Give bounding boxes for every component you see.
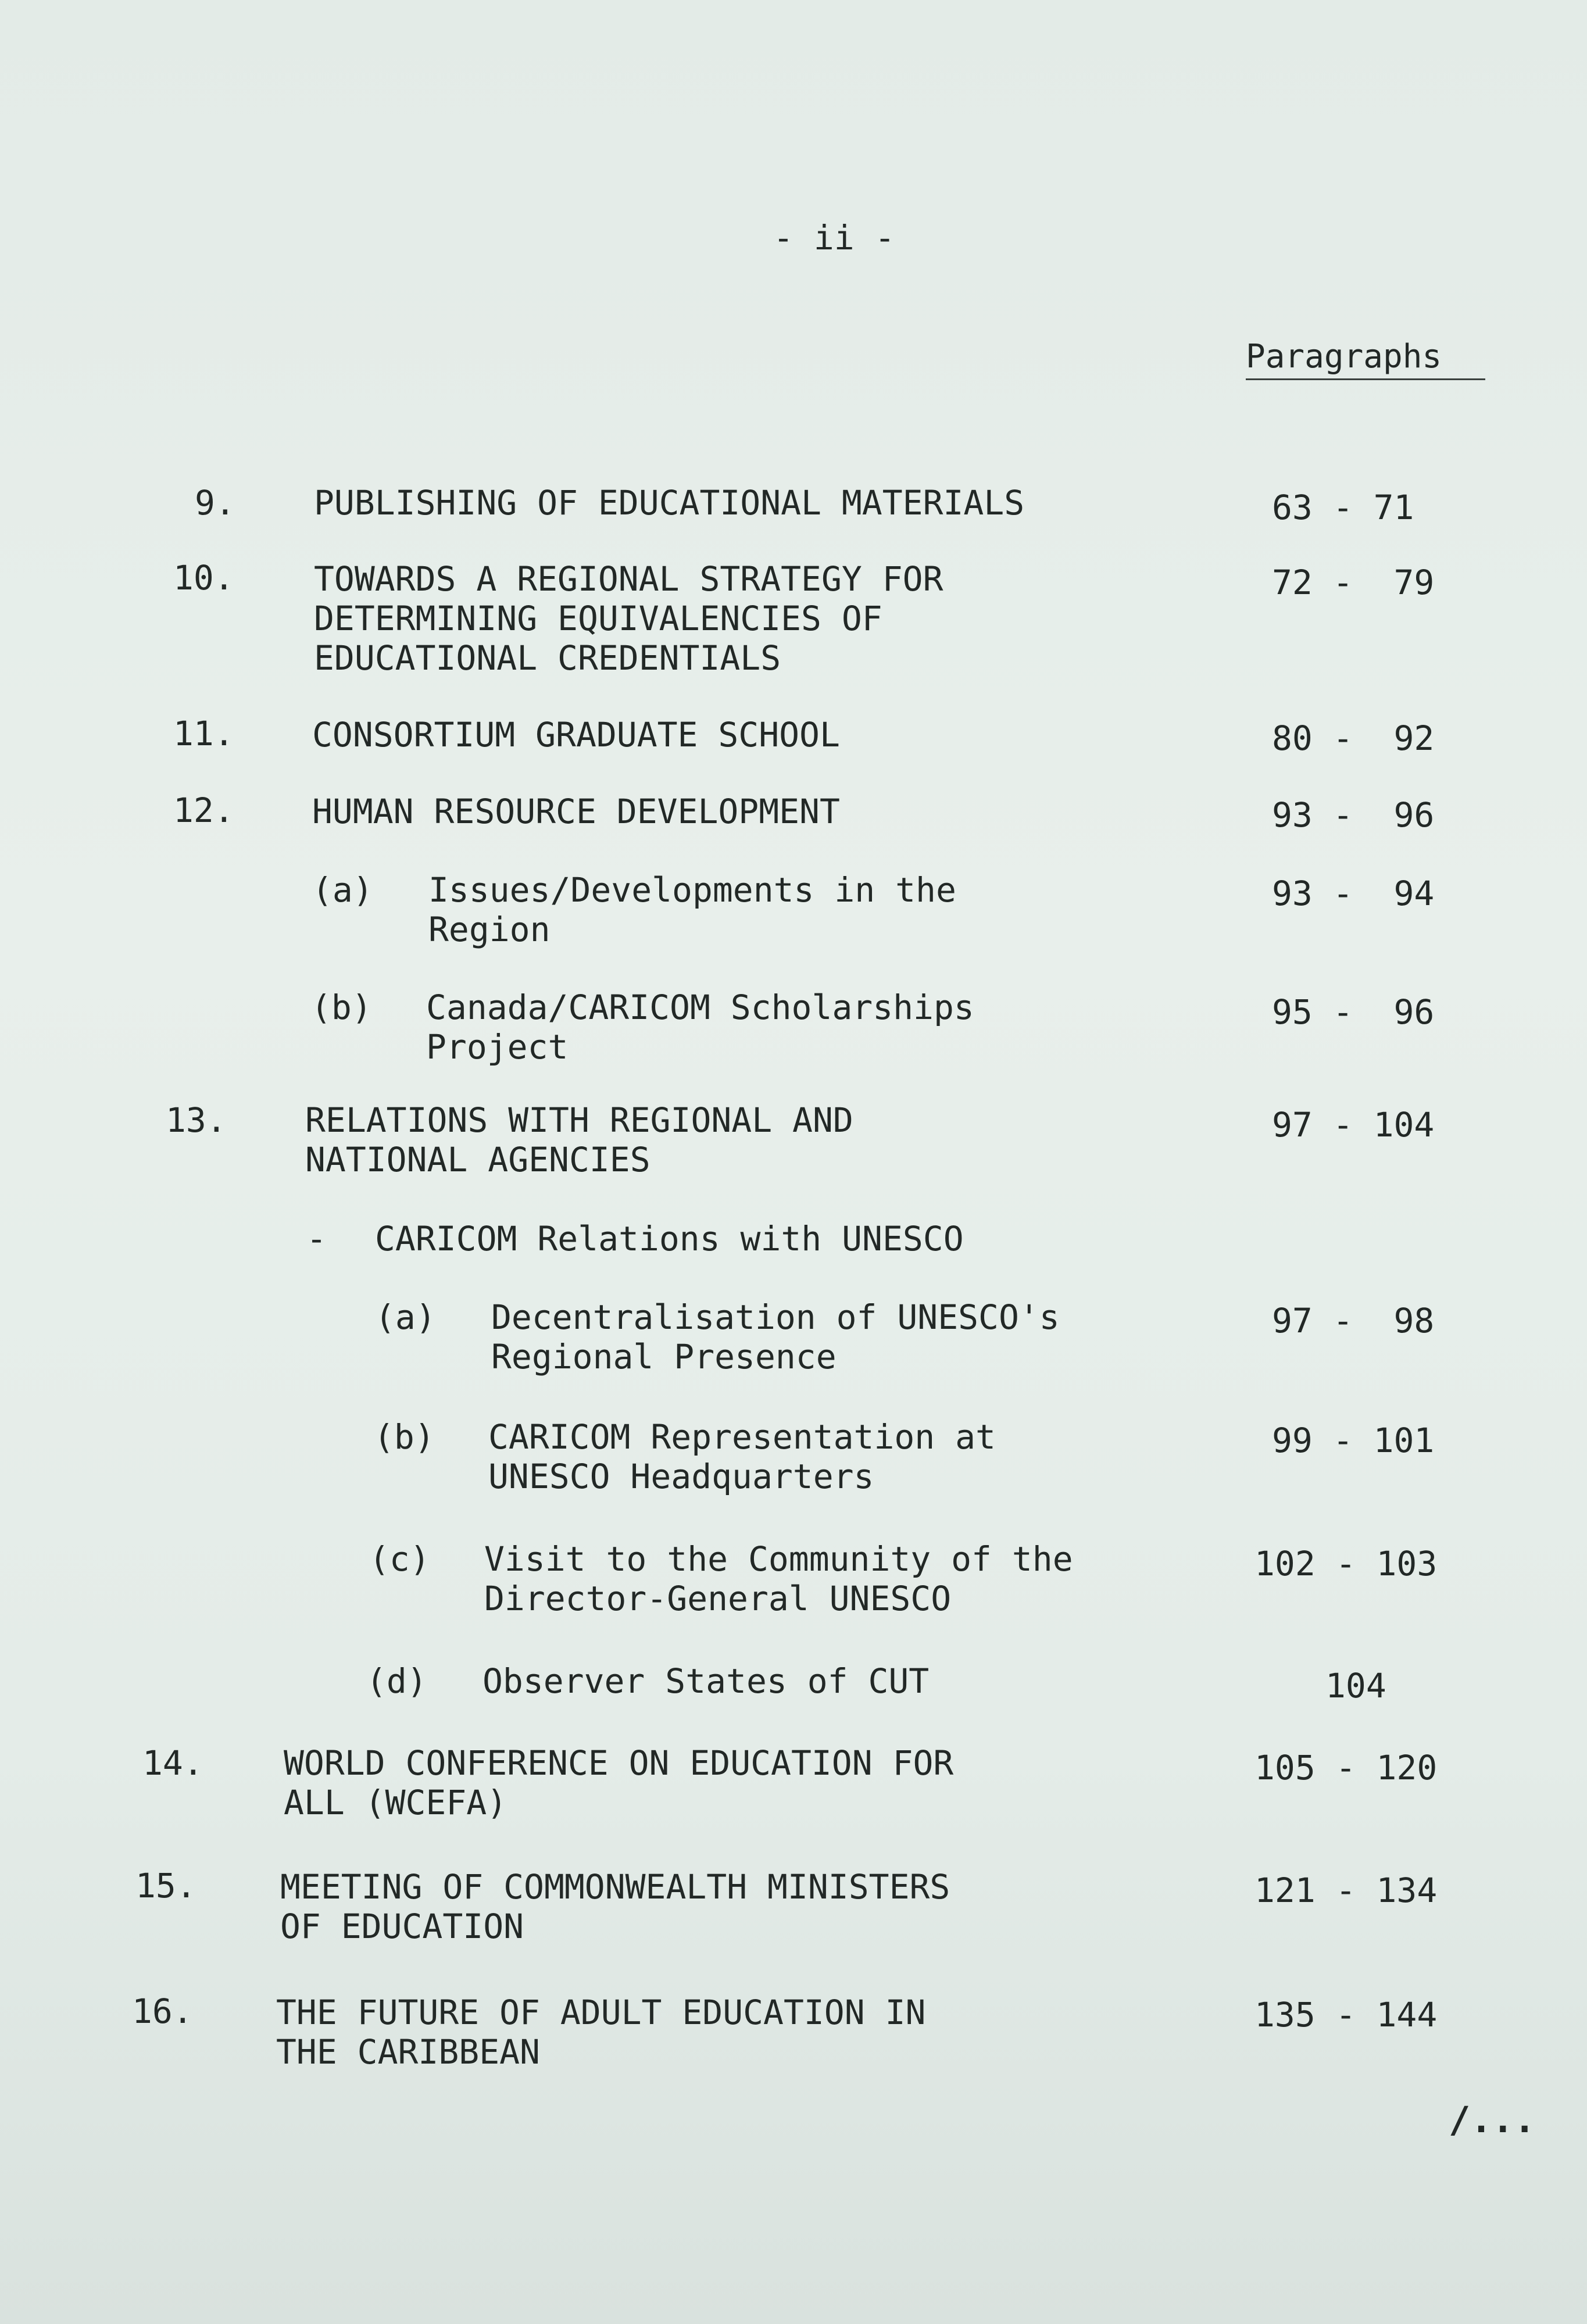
subentry-title: Issues/Developments in the Region (428, 870, 956, 949)
paragraph-range: 97 - 104 (1272, 1105, 1435, 1145)
entry-title: RELATIONS WITH REGIONAL AND NATIONAL AGENCIES (305, 1100, 853, 1179)
paragraph-range: 99 - 101 (1272, 1421, 1435, 1460)
subentry-title: CARICOM Representation at UNESCO Headquarters (488, 1417, 996, 1496)
subentry-title: Canada/CARICOM Scholarships Project (426, 988, 974, 1067)
paragraph-range: 104 (1325, 1666, 1386, 1706)
paragraph-range: 102 - 103 (1254, 1544, 1438, 1583)
subentry-title: Observer States of CUT (482, 1661, 930, 1701)
subentry-title: Decentralisation of UNESCO's Regional Presence (491, 1297, 1060, 1376)
entry-number: 14. (142, 1743, 203, 1783)
subentry-letter: (b) (311, 988, 372, 1027)
entry-title: WORLD CONFERENCE ON EDUCATION FOR ALL (WCEFA) (284, 1743, 954, 1822)
paragraphs-column-header: Paragraphs (1246, 338, 1442, 376)
paragraph-range: 135 - 144 (1254, 1995, 1438, 2035)
subheading-dash: - (306, 1219, 327, 1258)
subentry-letter: (a) (312, 870, 373, 910)
paragraph-range: 72 - 79 (1272, 563, 1435, 602)
paragraph-range: 93 - 96 (1272, 795, 1435, 835)
entry-number: 13. (166, 1100, 227, 1140)
continuation-mark: /... (1449, 2098, 1536, 2141)
entry-number: 10. (173, 558, 234, 598)
paragraph-range: 105 - 120 (1254, 1748, 1438, 1787)
entry-title: PUBLISHING OF EDUCATIONAL MATERIALS (314, 483, 1025, 523)
subentry-letter: (d) (366, 1661, 427, 1701)
entry-title: THE FUTURE OF ADULT EDUCATION IN THE CARIBBEAN (276, 1993, 926, 2072)
subheading-title: CARICOM Relations with UNESCO (375, 1219, 964, 1258)
subentry-title: Visit to the Community of the Director-General UNESCO (484, 1539, 1073, 1618)
paragraph-range: 97 - 98 (1272, 1301, 1435, 1340)
entry-number: 11. (173, 714, 234, 753)
paragraph-range: 63 - 71 (1272, 488, 1414, 527)
entry-number: 15. (135, 1866, 196, 1905)
paragraph-range: 80 - 92 (1272, 718, 1435, 758)
page-number: - ii - (773, 218, 895, 258)
entry-number: 9. (195, 483, 235, 523)
column-header-underline (1246, 378, 1485, 380)
entry-title: CONSORTIUM GRADUATE SCHOOL (312, 715, 840, 755)
entry-title: HUMAN RESOURCE DEVELOPMENT (312, 792, 840, 831)
paragraph-range: 121 - 134 (1254, 1871, 1438, 1910)
entry-number: 16. (132, 1992, 193, 2031)
subentry-letter: (a) (375, 1297, 436, 1337)
entry-number: 12. (173, 791, 234, 830)
subentry-letter: (c) (369, 1539, 430, 1579)
paragraph-range: 93 - 94 (1272, 874, 1435, 913)
entry-title: MEETING OF COMMONWEALTH MINISTERS OF EDUCATION (280, 1867, 950, 1946)
paragraph-range: 95 - 96 (1272, 992, 1435, 1032)
entry-title: TOWARDS A REGIONAL STRATEGY FOR DETERMINING EQUIVALENCIES OF EDUCATIONAL CREDENTIALS (314, 559, 943, 678)
subentry-letter: (b) (374, 1417, 435, 1457)
